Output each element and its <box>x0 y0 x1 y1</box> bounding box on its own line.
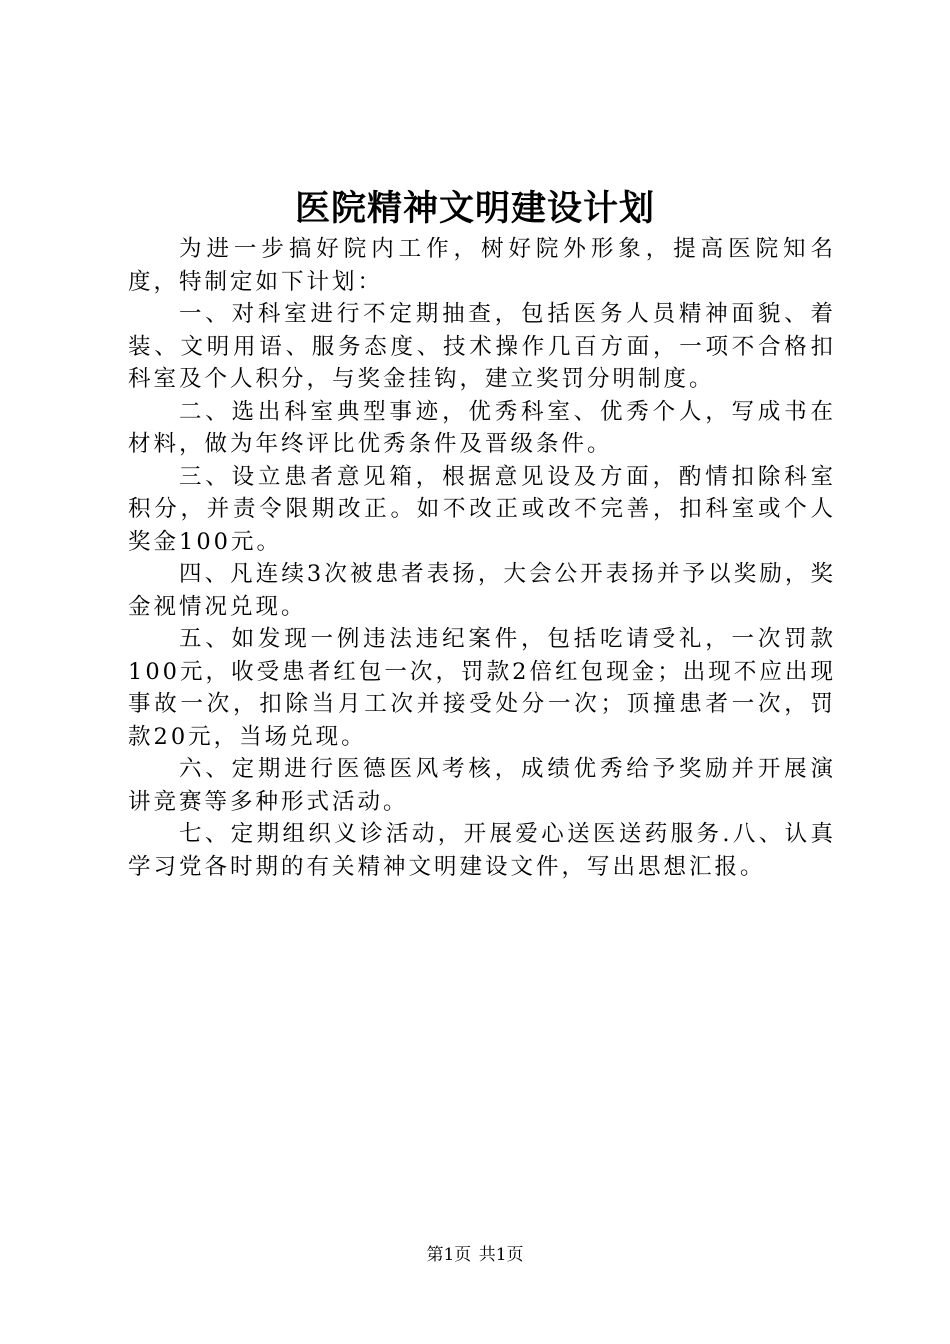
document-body <box>128 233 836 883</box>
paragraph-item-4: 四、凡连续3次被患者表扬，大会公开表扬并予以奖励，奖金视情况兑现。 <box>128 561 836 620</box>
page-footer: 第1页 共1页 <box>426 1245 524 1265</box>
document-title: 医院精神文明建设计划 <box>294 188 655 229</box>
paragraph-item-1: 一、对科室进行不定期抽查，包括医务人员精神面貌、着装、文明用语、服务态度、技术操作几百方面，一项不合格扣科室及个人积分，与奖金挂钩，建立奖罚分明制度。 <box>128 301 836 392</box>
paragraph-item-3: 三、设立患者意见箱，根据意见设及方面，酌情扣除科室积分，并责令限期改正。如不改正或改不完善，扣科室或个人奖金100元。 <box>128 463 836 555</box>
paragraph-item-6: 六、定期进行医德医风考核，成绩优秀给予奖励并开展演讲竞赛等多种形式活动。 <box>128 756 836 815</box>
paragraph-intro: 为进一步搞好院内工作，树好院外形象，提高医院知名度，特制定如下计划： <box>128 236 836 295</box>
paragraph-item-5: 五、如发现一例违法违纪案件，包括吃请受礼，一次罚款100元，收受患者红包一次，罚款2倍红包现金；出现不应出现事故一次，扣除当月工次并接受处分一次；顶撞患者一次，罚款20元，当场兑现。 <box>128 626 836 750</box>
paragraph-item-7: 七、定期组织义诊活动，开展爱心送医送药服务.八、认真学习党各时期的有关精神文明建设文件，写出思想汇报。 <box>128 821 836 880</box>
paragraph-item-2: 二、选出科室典型事迹，优秀科室、优秀个人，写成书在材料，做为年终评比优秀条件及晋级条件。 <box>128 398 836 457</box>
